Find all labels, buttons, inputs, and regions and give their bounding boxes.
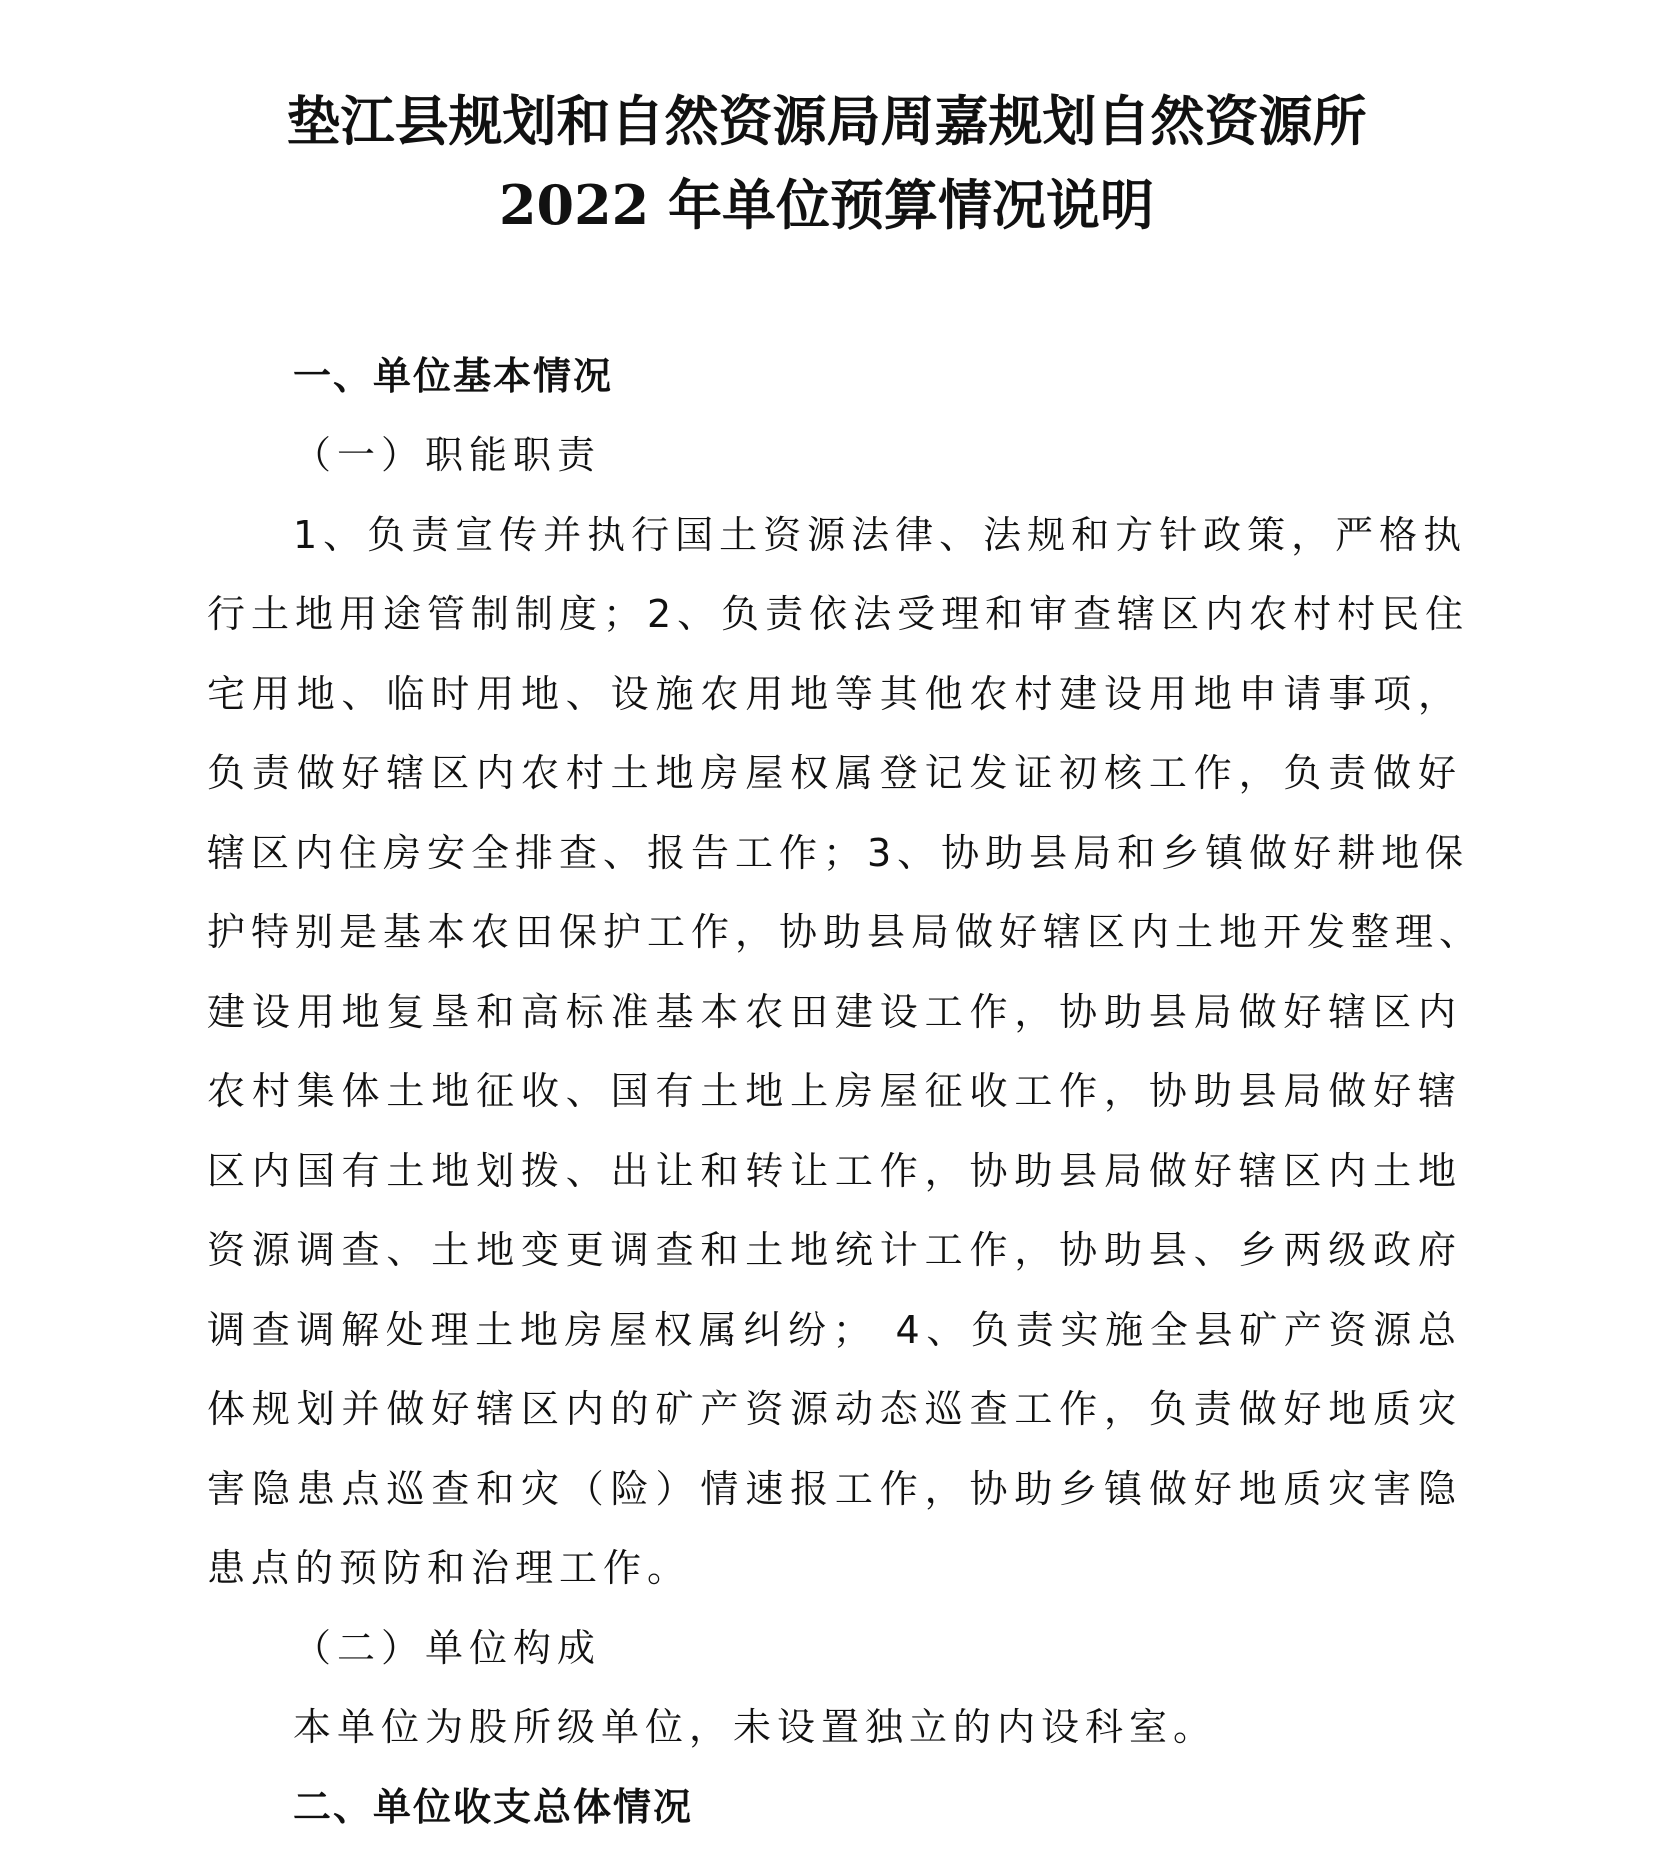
- paragraph-1-line: 护特别是基本农田保护工作，协助县局做好辖区内土地开发整理、: [207, 910, 1484, 954]
- section-1-heading: 一、单位基本情况: [293, 354, 614, 398]
- paragraph-1-line: 建设用地复垦和高标准基本农田建设工作，协助县局做好辖区内: [207, 990, 1462, 1034]
- document-title-line-1: 垫江县规划和自然资源局周嘉规划自然资源所: [286, 89, 1367, 153]
- paragraph-2: 本单位为股所级单位，未设置独立的内设科室。: [293, 1705, 1218, 1749]
- paragraph-1-line: 宅用地、临时用地、设施农用地等其他农村建设用地申请事项，: [207, 672, 1462, 716]
- paragraph-1-line: 1、负责宣传并执行国土资源法律、法规和方针政策，严格执: [293, 513, 1468, 557]
- paragraph-1-line: 调查调解处理土地房屋权属纠纷； 4、负责实施全县矿产资源总: [207, 1308, 1462, 1352]
- subsection-2-heading: （二）单位构成: [293, 1626, 602, 1670]
- subsection-1-heading: （一）职能职责: [293, 433, 602, 477]
- paragraph-1-line: 害隐患点巡查和灾（险）情速报工作，协助乡镇做好地质灾害隐: [207, 1467, 1462, 1511]
- document-title-line-2: 2022 年单位预算情况说明: [498, 173, 1155, 237]
- paragraph-1-line: 资源调查、土地变更调查和土地统计工作，协助县、乡两级政府: [207, 1228, 1462, 1272]
- paragraph-1-line: 农村集体土地征收、国有土地上房屋征收工作，协助县局做好辖: [207, 1069, 1462, 1113]
- paragraph-1-line: 行土地用途管制制度；2、负责依法受理和审查辖区内农村村民住: [207, 592, 1470, 636]
- paragraph-1-line: 区内国有土地划拨、出让和转让工作，协助县局做好辖区内土地: [207, 1149, 1462, 1193]
- section-2-heading: 二、单位收支总体情况: [293, 1785, 694, 1829]
- paragraph-1-line: 负责做好辖区内农村土地房屋权属登记发证初核工作，负责做好: [207, 751, 1462, 795]
- paragraph-1-line: 体规划并做好辖区内的矿产资源动态巡查工作，负责做好地质灾: [207, 1387, 1462, 1431]
- paragraph-1-line-last: 患点的预防和治理工作。: [207, 1546, 692, 1590]
- paragraph-1-line: 辖区内住房安全排查、报告工作；3、协助县局和乡镇做好耕地保: [207, 831, 1470, 875]
